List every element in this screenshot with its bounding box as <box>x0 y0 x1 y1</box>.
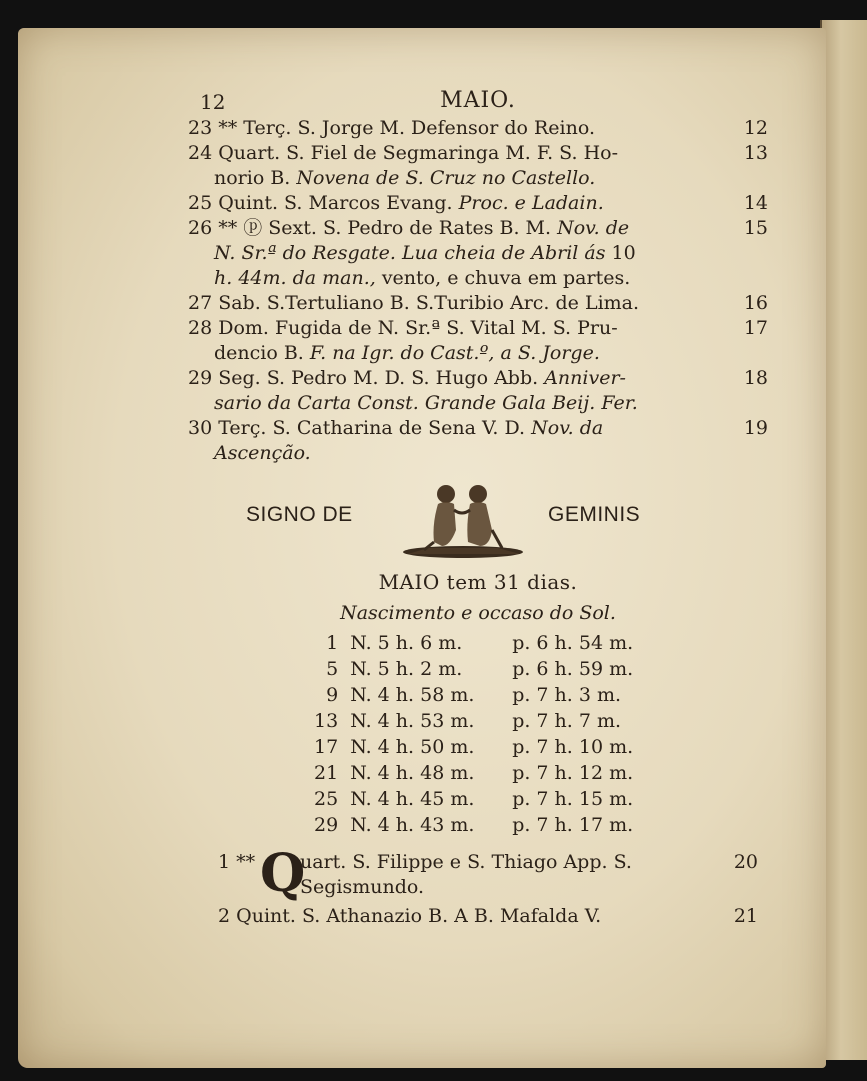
entry-text-plain: 29 Seg. S. Pedro M. D. S. Hugo Abb. <box>188 367 539 389</box>
entry-text-continued <box>188 391 728 416</box>
entry-text <box>188 191 728 216</box>
calendar-entry-23 <box>188 116 768 141</box>
day-of-year-number: 13 <box>743 142 768 164</box>
entry-text-continued <box>188 341 728 366</box>
calendar-entry-27 <box>188 291 768 316</box>
entry-day-marker: 1 ** <box>218 851 256 873</box>
entry-text-plain: vento, e chuva em partes. <box>381 267 631 289</box>
entry-text-italic: Proc. e Ladain. <box>458 192 604 214</box>
sign-name: GEMINIS <box>548 503 641 526</box>
sunrise-cell: N. 4 h. 53 m. <box>350 710 475 732</box>
entry-text-italic: Nov. da <box>531 417 604 439</box>
sunrise-cell: N. 5 h. 6 m. <box>350 632 463 654</box>
entry-text-plain: 30 Terç. S. Catharina de Sena V. D. <box>188 417 526 439</box>
table-row <box>308 786 639 812</box>
sunrise-cell: N. 5 h. 2 m. <box>350 658 463 680</box>
drop-cap: Q <box>260 843 306 904</box>
sunrise-cell: N. 4 h. 45 m. <box>350 788 475 810</box>
entry-text-continued: Segismundo. <box>300 876 425 898</box>
zodiac-sign-heading <box>188 480 768 570</box>
gemini-twins-icon <box>398 480 528 560</box>
sign-label: SIGNO DE <box>246 503 353 526</box>
entry-text-plain: 26 ** ⓟ Sext. S. Pedro de Rates B. M. <box>188 217 552 239</box>
day-of-year-number: 16 <box>743 292 768 314</box>
day-of-year-number: 18 <box>743 367 768 389</box>
adjacent-page-edge <box>820 20 867 1060</box>
table-row <box>308 656 639 682</box>
day-of-year-number: 20 <box>733 851 758 873</box>
entry-text: 27 Sab. S.Tertuliano B. S.Turibio Arc. de Lima. <box>188 292 640 314</box>
sunset-cell: p. 7 h. 15 m. <box>512 788 634 810</box>
entry-text-continued <box>188 166 728 191</box>
calendar-entry-28 <box>188 316 768 366</box>
day-of-year-number: 12 <box>743 117 768 139</box>
table-row <box>308 734 639 760</box>
calendar-entry-26 <box>188 216 768 291</box>
sunset-cell: p. 7 h. 7 m. <box>512 710 622 732</box>
entry-text-continued <box>188 266 728 291</box>
entry-text-italic: sario da Carta Const. Grande Gala Beij. Fer. <box>214 392 638 414</box>
day-of-year-number: 17 <box>743 317 768 339</box>
page-number: 12 <box>200 90 226 114</box>
sunset-cell: p. 6 h. 59 m. <box>512 658 634 680</box>
sunrise-cell: N. 4 h. 48 m. <box>350 762 475 784</box>
calendar-entry-may-1 <box>188 843 768 904</box>
entry-text: uart. S. Filippe e S. Thiago App. S. <box>300 851 632 873</box>
calendar-entry-may-2 <box>188 904 768 929</box>
entry-text-plain: 25 Quint. S. Marcos Evang. <box>188 192 453 214</box>
almanac-page <box>18 28 826 1068</box>
sunset-cell: p. 7 h. 3 m. <box>512 684 622 706</box>
entry-text-italic: F. na Igr. do Cast.º, a S. Jorge. <box>309 342 600 364</box>
entry-text: 24 Quart. S. Fiel de Segmaringa M. F. S. Ho- <box>188 142 619 164</box>
sunrise-cell: N. 4 h. 58 m. <box>350 684 475 706</box>
month-days-heading: MAIO tem 31 dias. <box>378 570 578 594</box>
calendar-entry-30 <box>188 416 768 466</box>
entry-text-italic: Ascenção. <box>214 442 311 464</box>
entry-text: 28 Dom. Fugida de N. Sr.ª S. Vital M. S. Pru- <box>188 317 618 339</box>
table-row <box>308 630 639 656</box>
day-cell: 25 <box>314 788 339 810</box>
day-cell: 17 <box>314 736 339 758</box>
calendar-entry-29 <box>188 366 768 416</box>
sunrise-sunset-title-text: Nascimento e occaso do Sol. <box>340 602 616 624</box>
sunrise-sunset-table <box>308 630 639 838</box>
month-title: MAIO. <box>440 88 516 113</box>
sunrise-cell: N. 4 h. 50 m. <box>350 736 475 758</box>
page-content <box>188 88 768 929</box>
entry-text-continued <box>188 441 728 466</box>
table-row <box>308 760 639 786</box>
table-row <box>308 682 639 708</box>
table-row <box>308 708 639 734</box>
calendar-entry-24 <box>188 141 768 191</box>
entry-text-italic: N. Sr.ª do Resgate. Lua cheia de Abril ás <box>214 242 606 264</box>
sunset-cell: p. 6 h. 54 m. <box>512 632 634 654</box>
entry-text <box>188 216 728 241</box>
entry-text: 2 Quint. S. Athanazio B. A B. Mafalda V. <box>218 905 602 927</box>
entry-text-plain: norio B. <box>214 167 291 189</box>
sunset-cell: p. 7 h. 10 m. <box>512 736 634 758</box>
page-header <box>188 88 768 116</box>
table-row <box>308 812 639 838</box>
entry-text-italic: Nov. de <box>557 217 630 239</box>
entry-text-italic: Anniver- <box>544 367 626 389</box>
day-cell: 1 <box>326 632 339 654</box>
entry-text <box>188 416 728 441</box>
sunrise-cell: N. 4 h. 43 m. <box>350 814 475 836</box>
day-cell: 13 <box>314 710 339 732</box>
entry-text-continued <box>188 241 728 266</box>
day-of-year-number: 15 <box>743 217 768 239</box>
entry-text: 23 ** Terç. S. Jorge M. Defensor do Reino. <box>188 117 595 139</box>
entry-text-plain: dencio B. <box>214 342 304 364</box>
sunrise-sunset-title <box>188 601 768 626</box>
day-cell: 21 <box>314 762 339 784</box>
day-of-year-number: 14 <box>743 192 768 214</box>
entry-text <box>188 366 728 391</box>
day-of-year-number: 19 <box>743 417 768 439</box>
sunset-cell: p. 7 h. 17 m. <box>512 814 634 836</box>
day-of-year-number: 21 <box>733 905 758 927</box>
entry-number-inline: 10 <box>611 242 636 264</box>
sunset-cell: p. 7 h. 12 m. <box>512 762 634 784</box>
day-cell: 9 <box>326 684 339 706</box>
entry-text-italic: h. 44m. da man., <box>214 267 376 289</box>
entry-text-italic: Novena de S. Cruz no Castello. <box>296 167 596 189</box>
calendar-entry-25 <box>188 191 768 216</box>
day-cell: 5 <box>326 658 339 680</box>
day-cell: 29 <box>314 814 339 836</box>
